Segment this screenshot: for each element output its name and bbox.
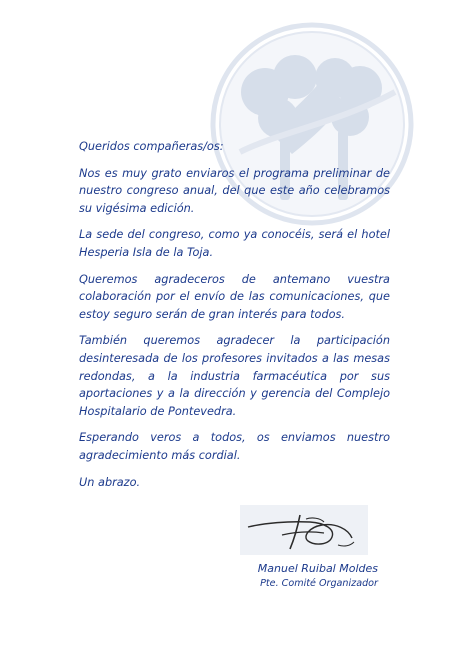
letter-paragraph: También queremos agradecer la participación desinteresada de los profesores invitados a las mesas redondas, a la industria farmacéutica por sus aportaciones y a la dirección y gerencia del Complejo Hospitalario de Pontevedra. xyxy=(79,334,390,418)
signature-image xyxy=(240,505,368,555)
letter-paragraph: Queremos agradeceros de antemano vuestra colaboración por el envío de las comunicaciones, que estoy seguro serán de gran interés para todos. xyxy=(79,272,390,321)
letter-body xyxy=(79,138,390,500)
letter-paragraph: La sede del congreso, como ya conocéis, será el hotel Hesperia Isla de la Toja. xyxy=(79,228,390,259)
letter-greeting: Queridos compañeras/os: xyxy=(79,140,224,153)
handwritten-signature xyxy=(240,505,368,555)
signer-role: Pte. Comité Organizador xyxy=(260,578,378,589)
signer-block xyxy=(228,561,378,591)
letter-closing: Un abrazo. xyxy=(79,475,141,489)
signer-name: Manuel Ruibal Moldes xyxy=(257,562,378,575)
letter-paragraph: Esperando veros a todos, os enviamos nuestro agradecimiento más cordial. xyxy=(79,431,390,462)
letter-paragraph: Nos es muy grato enviaros el programa preliminar de nuestro congreso anual, del que este año celebramos su vigésima edición. xyxy=(79,166,390,215)
